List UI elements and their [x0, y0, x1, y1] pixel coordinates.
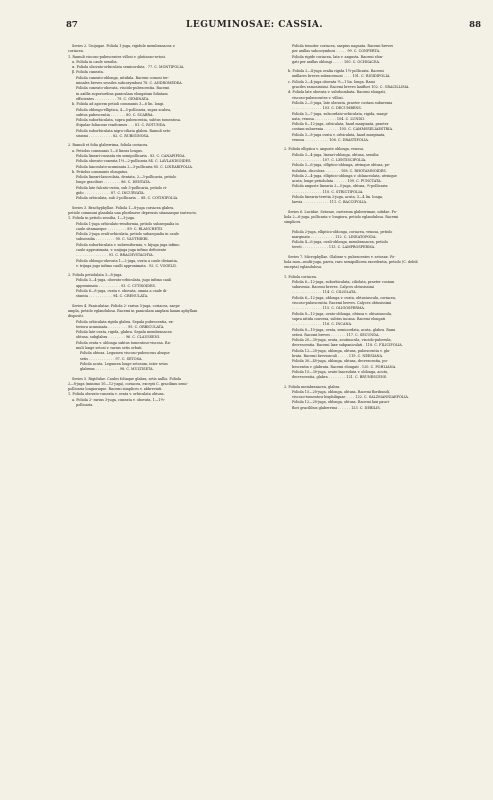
text-line: Foliola 3—4-juga, obovato-orbiculata, jugo infimo cauli [76, 278, 172, 283]
text-line: Foliola 8—12-juga, orbiculata, haud marginata, praeter [292, 122, 389, 127]
text-line: in axillis superioribus paniculam elongatam foliatam [76, 91, 168, 96]
text-line: Foliola suborbiculata nigro-ciliata glabra. Ramuli seto- [76, 128, 172, 133]
page-number-left: 87 [66, 20, 78, 30]
text-line: a. Petiolus communis 1—6 lineas longus. [72, 148, 143, 153]
text-line: longe graciliori . . . . . . . . 86. C. DENTATA. [76, 180, 151, 185]
text-line: Foliola late falcato-ovata, sub 3-pollicaria, petiolo ri- [76, 185, 168, 190]
text-line: Foliola orbiculata rigida glabra. Sepala pubescentia, ex- [76, 319, 174, 324]
text-line: setosi. Racemi breves . . . . . . . 117. C. SECUNDA. [292, 332, 380, 337]
text-line: sissimi . . . . . . . . . . . 82. C. RUBIGINOSA. [76, 134, 150, 139]
text-line: acuta, longe petiolulata . . . . . . 109. C. PUNCTATA. [292, 179, 382, 184]
text-line: α. Foliola obovato-orbiculata semicordata . 77. C. MONTIFOLIA. [72, 65, 185, 70]
text-line: Foliola 2-juga, elliptico-oblonga, coriacea, venosa, petiolo [292, 229, 393, 234]
text-line: Foliola 20—30-juga, ovata, acutiuscula, viscido-puberula, [292, 338, 392, 343]
text-line: Foliola lanceolato-acuminata 2—3-pollicaria 85. C. LINEARIFOLIA. [76, 164, 193, 169]
text-line: Foliola 3—4-juga, lineari-oblonga, obtusa, sessilia [292, 152, 379, 157]
text-line: nata, venosa . . . . . . . . . . 104. C. LUNDII. [292, 116, 365, 121]
text-line: Foliola 3—8-juga ovata v. orbiculata, haud marginata, [292, 132, 386, 137]
text-line: Foliola obovato-cuneata 1½—2-pollicaria 84. C. LAVLANDIOIDES. [76, 159, 192, 164]
text-line: . . . . . . . . . . . . . . 110. C. STRICTIFOLIA. [292, 189, 364, 194]
text-line: Series 5. Rigidulae. Caules foliaque glabra, setis nullis. Foliola [72, 376, 182, 381]
text-line: liola mox—multi-juga, parva, raro semipollicem excedentia, petiolo (C. debili [284, 259, 418, 264]
text-line: venosa . . . . . . . . . . . 106. C. DRASTIFOLIA. [292, 138, 369, 143]
text-line: subsessilia . . . . . . . . . 90. C. VAUTHIERI. [76, 237, 149, 242]
text-line: setis . . . . . . . . . . . . 97. C. SETOSA. [80, 356, 143, 361]
text-line: Foliola suborbiculata, supra pubescentia, subtus tomentosa. [76, 118, 182, 123]
text-line: dispositi. [68, 314, 84, 319]
text-line: marginato . . . . . . . . . . . 112. C. LINEATOPODA. [292, 234, 377, 239]
text-line: axillares breves subracemosi . . . . 101. C. RIGIDIFOLIA. [292, 74, 391, 79]
text-line: per axillas subcorymbosi . . . . . 99. C. CONFERTA. [292, 49, 381, 54]
text-line: b. Petiolus communis elongatus. [72, 169, 129, 174]
text-line: teriora acuminata . . . . . . . . . 95. C. ORBICULATA. [76, 324, 165, 329]
text-line: β. Foliola cuneata. [72, 70, 104, 75]
text-line: Foliola tenuiter coriacea, saepius nagnata. Racemi breves [292, 44, 394, 48]
text-line: Foliola rigide coriacea, lata v. angusta. Racemi elon- [292, 54, 384, 59]
text-line: c. Foliola 2—4-juga obovata ½—1 lin. longa. Rami [288, 79, 375, 84]
text-line: minales breves sessiles subcorymbosi 78. C. ANDROMEDEA. [76, 81, 183, 86]
text-line: Foliola 2—4-juga, elliptico-oblonga v. oblanceolata, utrinque [292, 173, 397, 178]
text-line: brata. Racemi breviusculi . . . . . 119. C. NEESIANA. [292, 354, 384, 359]
text-line: 1. Foliola in petiolo sessilia, 1—3-juga. [68, 216, 136, 221]
text-line: Foliola 1-juga orbiculato-reniformia, petiolo subaequalia in [76, 221, 179, 226]
text-line: costam subavenia . . . . . . . 105. C. CAMMSSELIAESTRIA. [292, 127, 394, 132]
text-line: d. Foliola late obovata v. subrhombata. Racemi elongati, [288, 90, 386, 95]
text-line: bescentia v. glabrata. Racemi elongati . 120. C. POHLIANA. [292, 364, 397, 369]
text-line: Series 2. Unijugae. Foliola 1-juga, rigidule membranacea v. [72, 44, 176, 48]
text-line: laevia . . . . . . . . . . . . 111. C. BACCIFOLIA. [292, 200, 368, 205]
text-line: Foliola 12—20-juga, oblonga, obtusa, pubescentia v. gla- [292, 348, 391, 353]
page-number-right: 88 [469, 20, 481, 30]
text-line: . . . . . . . . . . . . . . 114. C. CILIOLATA. [292, 290, 357, 295]
text-line: coriacea. [68, 49, 84, 54]
text-line: glabrum . . . . . . . . . . . 98. C. MULTISETA. [80, 367, 154, 372]
text-line: Foliola cuneato-oblonga, nitidula. Racemi comosi ter- [76, 75, 170, 80]
text-line: 2—8-juga (minimo 10—12-juga), coriacea, excepti C. gracilimu semi- [68, 381, 188, 386]
text-line: . . . . . . . . . . . . . . 115. C. OLIGOSPERMA. [292, 306, 365, 311]
text-line: v. trijuga jugo infimo caulli approximata . 92. C. VOGELII. [76, 263, 177, 268]
text-line: Foliola late-ovata, rigida, glabra. Sepala membranacea [76, 330, 172, 335]
text-line: subtus pubescentia . . . . . . . 80. C. SCABRA. [76, 112, 154, 117]
text-line: simplices. [284, 220, 302, 225]
text-line: Foliola 8—10-juga, ovata, semicordata, acuta, glabra. Rami [292, 327, 396, 332]
text-line: efficientes . . . . . . . . . . 79. C. GEMINATA. [76, 96, 150, 101]
text-line: gido . . . . . . . . . . . . 87. C. INCURVATA. [76, 191, 145, 196]
text-line: Foliola 6—12-juga, oblonga v. ovata, obtusiuscula, coriacea, [292, 295, 397, 300]
text-line: b. Foliola ad apicem petioli communis 3—6 lin. longi. [72, 102, 165, 107]
text-line: 1. Foliola obovato-cuneata v. ovata v. orbiculata obtusa. [68, 392, 165, 397]
text-line: approximato . . . . . . . . . . 93. C. CYTISOIDES. [76, 283, 156, 288]
text-line: Foliola 4—6-juga, ovali-oblonga, membranacea, petiolo [292, 240, 388, 245]
text-line: Foliola suborbiculata v. subreniformia, v. bijuga juga infimo [76, 242, 180, 247]
text-line: . . . . . . . . . . . . . . 107. C. LENTISCIFOLIA. [292, 157, 367, 162]
text-line: Foliola acuta. Legumen longe setosum, inter setas [80, 361, 168, 366]
text-line: Foliola lineari-lanceolata, dentata, 2—3-pollicaria, petiolo [76, 175, 177, 180]
text-line: ampla, petiolo eglandulosa. Racemi in paniculam amplam laxam aphyllam [68, 308, 198, 313]
text-line: decrescentia. Racemi laxe subpaniculati . 118. C. FILICIFOLIA. [292, 343, 403, 348]
text-line: flori gracilibus glaberrimi . . . . . . 123. C. DEBILIS. [292, 405, 381, 410]
text-line: excepta) eglandulosa. [284, 265, 323, 270]
text-line: Series 3. Brachyphyllae. Foliola 1—8-juga coriacea glabra, [72, 205, 175, 210]
text-line: muli longe setosi v. rarius setis orbati. [76, 346, 143, 351]
text-line: pollicaria. [76, 403, 94, 407]
text-line: a. Foliola 2- rarius 3-juga, cuneata v. obovata, 1—1½- [72, 397, 165, 402]
text-line: . . . . . . . . . . . . . . 116. C. INCANA. [292, 322, 353, 327]
text-line: supra nitida convexa, subtus incana. Racemi elongati [292, 316, 386, 321]
text-line: Foliola 2—5-juga, late obovata, praeter costam subavenia [292, 100, 393, 105]
text-line: Foliola cuneato-obovata, viscido-pubescentia. Racemi [76, 86, 170, 91]
text-line: 1. Ramuli viscoso-pubescentes villosi v. glutinoso-setosi. [68, 54, 166, 59]
text-line: petiole communi glandula una pluribusve depressis sitamaeque instructo. [68, 210, 197, 215]
text-line: tereti . . . . . . . . . . . . 113. C. LAMPROSPERMA. [292, 245, 376, 250]
text-line: 1. Foliola coriacea. [284, 274, 318, 279]
text-line: Foliola 12—20-juga, oblonga, obtusa. Racemi laxi pauci- [292, 400, 390, 405]
text-line: obtusa, subglabra . . . . . . . . 96. C. CLAUSSENI. [76, 335, 161, 340]
page-header [66, 18, 481, 34]
text-line: Foliola orbiculata, sub 2-pollicaria . . 88. C. COTINIFOLIA. [76, 196, 179, 201]
text-line: Stipulae foliaceae reniformes . . . 81. C. ROTUNDA. [76, 123, 167, 128]
text-line: Series 4. Paniculatae. Foliola 2- rarius 3-juga, coriacea, saepe [72, 303, 180, 308]
text-line: Foliola obtusa. Legumen viscoso-pubescens absque [80, 351, 170, 356]
text-line: Foliola 6—12-juga, suborbiculata, ciliolata, praeter costam [292, 279, 395, 284]
text-line: Series 7. Microphyllae. Glabrae v. pubescentes v. setosae. Fo- [288, 254, 396, 259]
text-line: decrescentia, glabra . . . . . . . . 121. C. BRUNESCENS. [292, 375, 388, 380]
text-line: 2. Foliola petiolulata 3—8-juga. [68, 273, 123, 278]
text-line: Foliola linearia-teretia 2-juga, acuta, 3—4 lin. longa, [292, 195, 384, 200]
text-line: caule approximata, v. unijuga juga infimo deficiente [76, 247, 167, 252]
text-line: viscoso-tomentosi bisphiliquae . . . . 122. C. SALZMANNIAEFOLIA. [292, 395, 410, 400]
text-line: Foliola 6—8-juga, ovata v. obovata, omnia a caule di- [76, 289, 168, 294]
text-line: 2. Ramuli et folia glaberrima, foliola coriacea. [68, 143, 149, 148]
text-line: liola 2—6-juga, pollicaria v. longiora, petiolo eglandulosa. Racemi [284, 214, 399, 219]
text-line: gati per axillas oblongi . . . . . 100. C. OCHNACEA. [292, 59, 381, 64]
text-line: Foliola anguste linearia 2—5-juga, obtusa, ⅓-pollicaria [292, 184, 388, 189]
left-text-column [68, 44, 268, 408]
text-line: Foliola lineari-cuneata vix semipollicaria . 83. C. CANAPIFIDA. [76, 153, 186, 158]
text-line: Foliola 30—40-juga, oblonga, obtusa, decrescentia, pu- [292, 359, 388, 364]
text-line: 2. Foliola elliptica v. anguste oblonga, venosa. [284, 147, 365, 152]
text-line: stantia . . . . . . . . . . . 94. C. CRENULATA. [76, 294, 149, 299]
text-line: Foliola 3—7-juga, subcordato-orbiculata, rigida, margi- [292, 111, 388, 116]
text-line: Foliola 2-juga ovali-orbiculata, petiolo subaequalia in caule [76, 232, 179, 237]
text-line: . . . . . . . . . . . . . . 103. C. DECUMBENS. [292, 106, 362, 111]
text-line: Foliola 15—20-juga, oblonga, obtusa. Racemi floribundi, [292, 389, 391, 394]
text-line: Series 6. Lucidae. Setosae, caeterum glaberrimae, nitidae. Fo- [288, 209, 398, 214]
text-line: Foliola ovata v. oblonga subtus tomentoso-viscosa. Ra- [76, 340, 171, 345]
text-line: Foliola oblongo-obovata 1—2-juga, ovata a caule distantia, [76, 258, 178, 263]
text-line: a. Folíola in caule sessilia. [72, 59, 118, 64]
text-line: Foliola oblongo-elliptica, 4—5-pollicaria, supra scabra, [76, 107, 172, 112]
text-line: . . . . . . . . . . . . . . . 91. C. BRACHYSTACHYA. [76, 253, 154, 258]
running-title: LEGUMINOSAE: CASSIA. [186, 20, 324, 30]
text-line: pollicaria longioraque. Racemi simplices v. abbreviati. [68, 387, 163, 392]
text-line: tiolulata, discolora . . . . . . . 108. C. RHOTAMNOIDES. [292, 168, 387, 173]
text-line: viscoso-pubescentes v. villosi. [292, 95, 344, 100]
text-line: Foliola 8—12-juga, ovato-oblonga, obtusa v. obtusiuscula, [292, 311, 392, 316]
text-line: subavenia. Racemi breves. Calyces obtusissimi [292, 285, 374, 290]
right-text-column [284, 44, 484, 411]
text-line: 2. Foliola membranacea, glabra. [284, 384, 341, 389]
text-line: graciles ramosissimi. Racemi breves laxiflori 102. C. GRACILLIMA. [292, 85, 410, 90]
text-line: b. Foliola 2—4-juga ovalia rigida 1½-pollicaria. Racemi [288, 69, 384, 74]
text-line: Foliola 3—6-juga, elliptico-oblonga, utrinque obtusa, pe- [292, 163, 391, 168]
text-line: Foliola 15—30-juga, ovato-lanceolata v. oblonga, acuta, [292, 369, 389, 374]
text-line: viscoso-pubescentia. Racemi breves. Calyces obtusissimi [292, 301, 392, 306]
text-line: caule sitamaeque . . . . . . . . . 89. C. BLANCHETII. [76, 226, 164, 231]
